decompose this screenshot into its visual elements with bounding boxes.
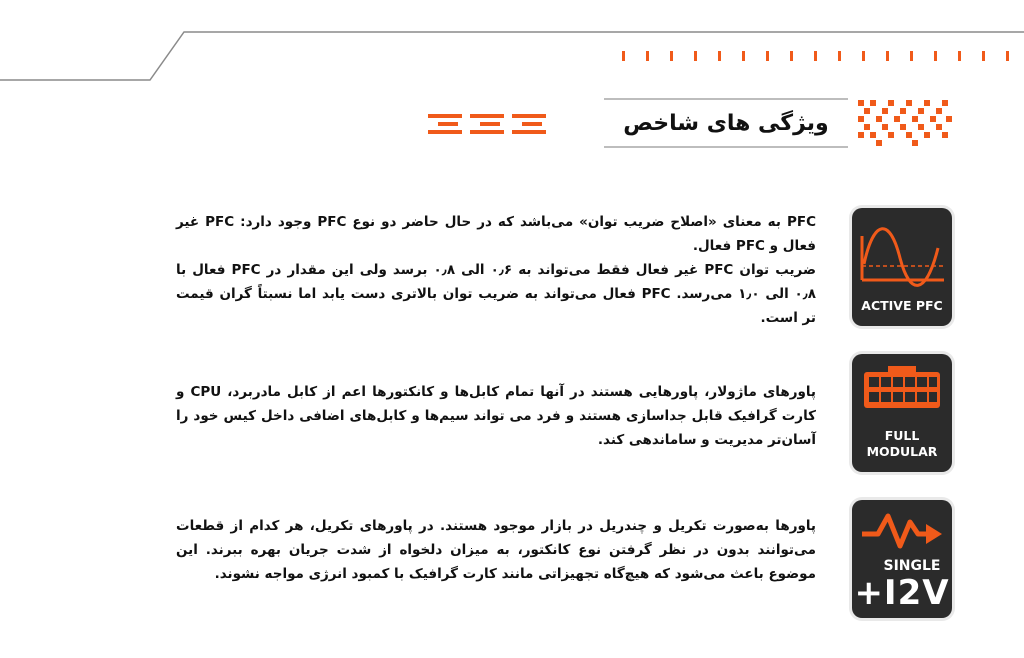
feature-active-pfc — [176, 206, 952, 326]
orange-stripes-decoration — [424, 110, 548, 136]
active-pfc-icon — [852, 208, 952, 326]
paragraph: PFC به معنای «اصلاح ضریب توان» می‌باشد که در حال حاضر دو نوع PFC وجود دارد: PFC غیر فعال و PFC فعال. — [176, 214, 816, 254]
icon-caption-line1: SINGLE — [883, 558, 941, 574]
icon-caption: ACTIVE PFC — [861, 298, 943, 313]
pixel-pattern-decoration — [858, 98, 952, 146]
feature-description — [176, 380, 816, 452]
icon-caption-line2: MODULAR — [866, 444, 938, 459]
single-12v-icon — [852, 500, 952, 618]
power-pulse-icon — [852, 500, 952, 556]
paragraph: پاورها به‌صورت تکریل و چندریل در بازار موجود هستند. در پاورهای تکریل، هر کدام از قطعات می‌توانند بدون در نظر گرفتن نوع کانکتور، به میزان دلخواه از شدت جریان بهره ببرند. این موضوع باعث می‌شود که هیچ‌گاه تجهیزاتی مانند کارت گرافیک با کمبود انرژی مواجه نشوند. — [176, 518, 816, 582]
feature-description — [176, 514, 816, 586]
feature-single-12v — [176, 500, 952, 622]
section-header — [424, 98, 952, 146]
paragraph: ضریب توان PFC غیر فعال فقط می‌تواند به ۰٫۶ الی ۰٫۸ برسد ولی این مقدار در PFC فعال با ۰٫۸ الی ۱٫۰ می‌رسد. PFC فعال می‌تواند به ضریب توان بالاتری دست یابد اما نسبتاً گران قیمت تر است. — [176, 262, 816, 326]
header-frame-line — [0, 0, 1024, 90]
sine-wave-icon — [852, 208, 952, 288]
icon-caption-line2: +I2V — [854, 573, 950, 613]
dashed-marker-row — [622, 51, 1012, 63]
feature-full-modular — [176, 352, 952, 474]
page-title: ویژگی های شاخص — [623, 110, 829, 136]
icon-caption-line1: FULL — [884, 428, 920, 443]
paragraph: پاورهای ماژولار، پاورهایی هستند در آنها تمام کابل‌ها و کانکتورها اعم از کابل مادربرد، CPU و کارت گرافیک قابل جداسازی هستند و فرد می تواند سیم‌ها و کابل‌های اضافی داخل کیس خود را آسان‌تر مدیریت و ساماندهی کند. — [176, 384, 817, 448]
feature-description — [176, 210, 816, 330]
full-modular-icon — [852, 354, 952, 472]
title-box — [604, 98, 848, 148]
connector-icon — [852, 354, 952, 424]
